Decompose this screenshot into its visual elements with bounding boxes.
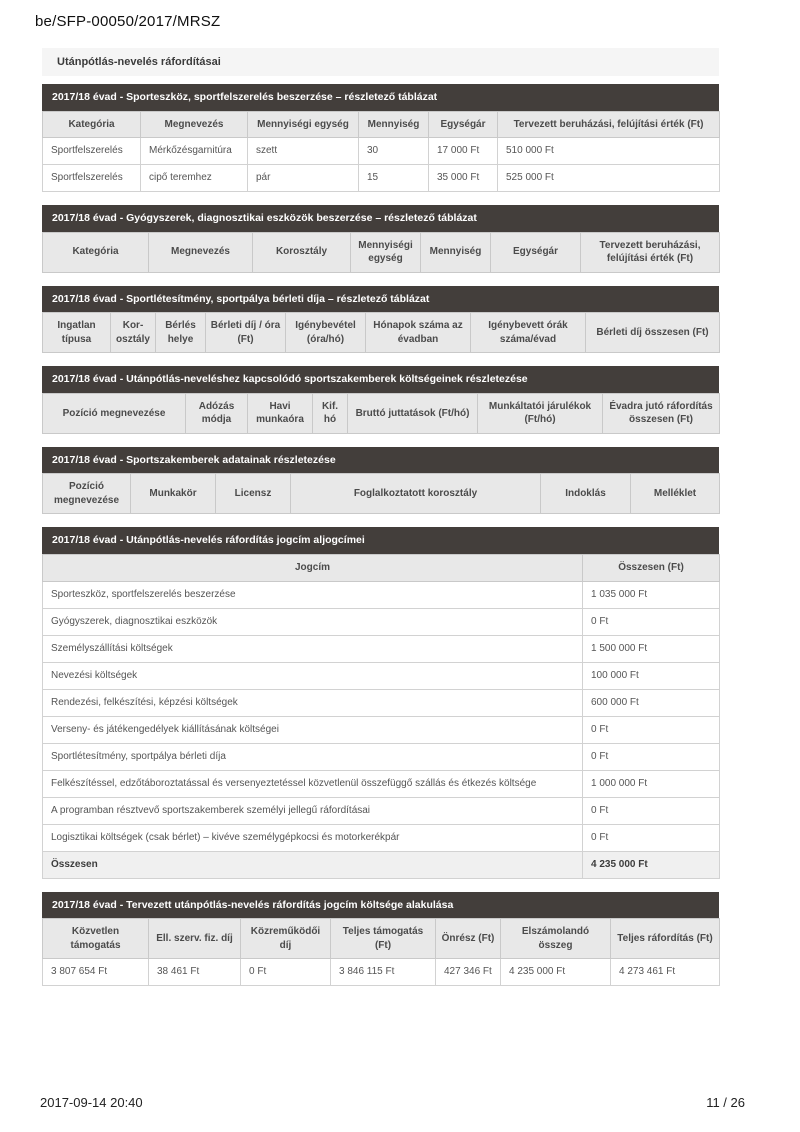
table-row [43, 608, 720, 635]
column-header: Hónapok száma az évadban [366, 313, 471, 353]
table-row [43, 689, 720, 716]
column-header: Munkáltatói járulékok (Ft/hó) [478, 393, 603, 433]
column-header: Elszámolandó összeg [501, 919, 611, 959]
table-cell: Logisztikai költségek (csak bérlet) – kivéve személygépkocsi és motorkerékpár [43, 824, 583, 851]
column-header: Mennyiségi egység [351, 232, 421, 272]
table-cell: 1 035 000 Ft [583, 581, 720, 608]
table-section [42, 205, 719, 273]
column-header: Kategória [43, 111, 141, 138]
column-header-row [43, 111, 720, 138]
column-header: Tervezett beruházási, felújítási érték (Ft) [498, 111, 720, 138]
table-cell: Sportfelszerelés [43, 165, 141, 192]
table-cell: Rendezési, felkészítési, képzési költségek [43, 689, 583, 716]
column-header: Bérlés helye [156, 313, 206, 353]
column-header: Egységár [491, 232, 581, 272]
column-header: Közvetlen támogatás [43, 919, 149, 959]
table-row [43, 662, 720, 689]
tables-container [42, 84, 719, 986]
table-cell: Személyszállítási költségek [43, 635, 583, 662]
table-cell: 1 000 000 Ft [583, 770, 720, 797]
column-header-row [43, 232, 720, 272]
column-header: Jogcím [43, 555, 583, 582]
column-header: Kor-osztály [111, 313, 156, 353]
document-body [42, 48, 719, 999]
column-header: Pozíció megnevezése [43, 474, 131, 514]
document-id: be/SFP-00050/2017/MRSZ [35, 13, 221, 30]
column-header: Foglalkoztatott korosztály [291, 474, 541, 514]
column-header: Igénybevétel (óra/hó) [286, 313, 366, 353]
table-cell: Verseny- és játékengedélyek kiállításának költségei [43, 716, 583, 743]
column-header: Kategória [43, 232, 149, 272]
footer-timestamp: 2017-09-14 20:40 [40, 1095, 143, 1110]
table-row [43, 770, 720, 797]
table-section [42, 447, 719, 515]
column-header: Mennyiség [421, 232, 491, 272]
column-header: Egységár [429, 111, 498, 138]
column-header: Igénybevett órák száma/évad [471, 313, 586, 353]
column-header: Bruttó juttatások (Ft/hó) [348, 393, 478, 433]
table-title-bar: 2017/18 évad - Sportlétesítmény, sportpálya bérleti díja – részletező táblázat [42, 286, 719, 313]
table-row [43, 581, 720, 608]
table-cell: Mérkőzésgarnitúra [141, 138, 248, 165]
table-cell: 3 807 654 Ft [43, 959, 149, 986]
column-header: Kif. hó [313, 393, 348, 433]
table-cell: 4 273 461 Ft [611, 959, 720, 986]
column-header: Megnevezés [149, 232, 253, 272]
column-header: Korosztály [253, 232, 351, 272]
data-table [42, 918, 720, 986]
table-cell: 0 Ft [583, 797, 720, 824]
table-cell: szett [248, 138, 359, 165]
column-header-row [43, 555, 720, 582]
column-header: Évadra jutó ráfordítás összesen (Ft) [603, 393, 720, 433]
table-cell: cipő teremhez [141, 165, 248, 192]
column-header: Közreműködői díj [241, 919, 331, 959]
table-cell: 0 Ft [583, 824, 720, 851]
table-title-bar: 2017/18 évad - Gyógyszerek, diagnosztikai eszközök beszerzése – részletező táblázat [42, 205, 719, 232]
table-cell: Sportfelszerelés [43, 138, 141, 165]
column-header: Havi munkaóra [248, 393, 313, 433]
section-title: Utánpótlás-nevelés ráfordításai [42, 48, 719, 76]
total-cell: Összesen [43, 851, 583, 878]
column-header-row [43, 474, 720, 514]
data-table [42, 111, 720, 193]
column-header: Mennyiségi egység [248, 111, 359, 138]
table-row [43, 797, 720, 824]
column-header-row [43, 919, 720, 959]
table-cell: A programban résztvevő sportszakemberek személyi jellegű ráfordításai [43, 797, 583, 824]
column-header: Teljes támogatás (Ft) [331, 919, 436, 959]
table-section [42, 527, 719, 878]
table-cell: 35 000 Ft [429, 165, 498, 192]
table-cell: Nevezési költségek [43, 662, 583, 689]
table-cell: 3 846 115 Ft [331, 959, 436, 986]
column-header: Melléklet [631, 474, 720, 514]
column-header: Licensz [216, 474, 291, 514]
table-section [42, 84, 719, 192]
table-cell: Sportlétesítmény, sportpálya bérleti díja [43, 743, 583, 770]
table-cell: 0 Ft [583, 743, 720, 770]
table-row [43, 716, 720, 743]
column-header-row [43, 393, 720, 433]
table-cell: Sporteszköz, sportfelszerelés beszerzése [43, 581, 583, 608]
column-header: Mennyiség [359, 111, 429, 138]
table-row [43, 635, 720, 662]
column-header: Megnevezés [141, 111, 248, 138]
column-header: Pozíció megnevezése [43, 393, 186, 433]
data-table [42, 393, 720, 434]
table-row [43, 138, 720, 165]
data-table [42, 232, 720, 273]
table-cell: 1 500 000 Ft [583, 635, 720, 662]
column-header: Bérleti díj összesen (Ft) [586, 313, 720, 353]
table-cell: Gyógyszerek, diagnosztikai eszközök [43, 608, 583, 635]
table-row [43, 743, 720, 770]
table-cell: 30 [359, 138, 429, 165]
table-cell: 510 000 Ft [498, 138, 720, 165]
table-cell: 17 000 Ft [429, 138, 498, 165]
column-header: Munkakör [131, 474, 216, 514]
table-title-bar: 2017/18 évad - Sporteszköz, sportfelszerelés beszerzése – részletező táblázat [42, 84, 719, 111]
table-cell: 600 000 Ft [583, 689, 720, 716]
column-header: Ingatlan típusa [43, 313, 111, 353]
column-header: Összesen (Ft) [583, 555, 720, 582]
data-table [42, 312, 720, 353]
table-section [42, 892, 719, 987]
table-cell: Felkészítéssel, edzőtáboroztatással és versenyeztetéssel közvetlenül összefüggő szállás és étkezés költsége [43, 770, 583, 797]
table-row [43, 165, 720, 192]
column-header: Adózás módja [186, 393, 248, 433]
footer-page-number: 11 / 26 [706, 1095, 745, 1110]
table-cell: 0 Ft [583, 716, 720, 743]
column-header: Tervezett beruházási, felújítási érték (Ft) [581, 232, 720, 272]
table-row [43, 959, 720, 986]
table-cell: 100 000 Ft [583, 662, 720, 689]
table-title-bar: 2017/18 évad - Sportszakemberek adatainak részletezése [42, 447, 719, 474]
column-header: Indoklás [541, 474, 631, 514]
data-table [42, 554, 720, 879]
column-header: Teljes ráfordítás (Ft) [611, 919, 720, 959]
table-cell: 15 [359, 165, 429, 192]
table-row [43, 824, 720, 851]
column-header: Ell. szerv. fiz. díj [149, 919, 241, 959]
table-section [42, 286, 719, 354]
table-title-bar: 2017/18 évad - Utánpótlás-nevelés ráfordítás jogcím aljogcímei [42, 527, 719, 554]
table-cell: 427 346 Ft [436, 959, 501, 986]
column-header: Önrész (Ft) [436, 919, 501, 959]
table-cell: 525 000 Ft [498, 165, 720, 192]
total-cell: 4 235 000 Ft [583, 851, 720, 878]
table-cell: 38 461 Ft [149, 959, 241, 986]
total-row [43, 851, 720, 878]
table-section [42, 366, 719, 434]
table-cell: 4 235 000 Ft [501, 959, 611, 986]
table-cell: 0 Ft [241, 959, 331, 986]
table-cell: pár [248, 165, 359, 192]
table-title-bar: 2017/18 évad - Utánpótlás-neveléshez kapcsolódó sportszakemberek költségeinek részletezése [42, 366, 719, 393]
data-table [42, 473, 720, 514]
column-header: Bérleti díj / óra (Ft) [206, 313, 286, 353]
column-header-row [43, 313, 720, 353]
table-title-bar: 2017/18 évad - Tervezett utánpótlás-nevelés ráfordítás jogcím költsége alakulása [42, 892, 719, 919]
table-cell: 0 Ft [583, 608, 720, 635]
